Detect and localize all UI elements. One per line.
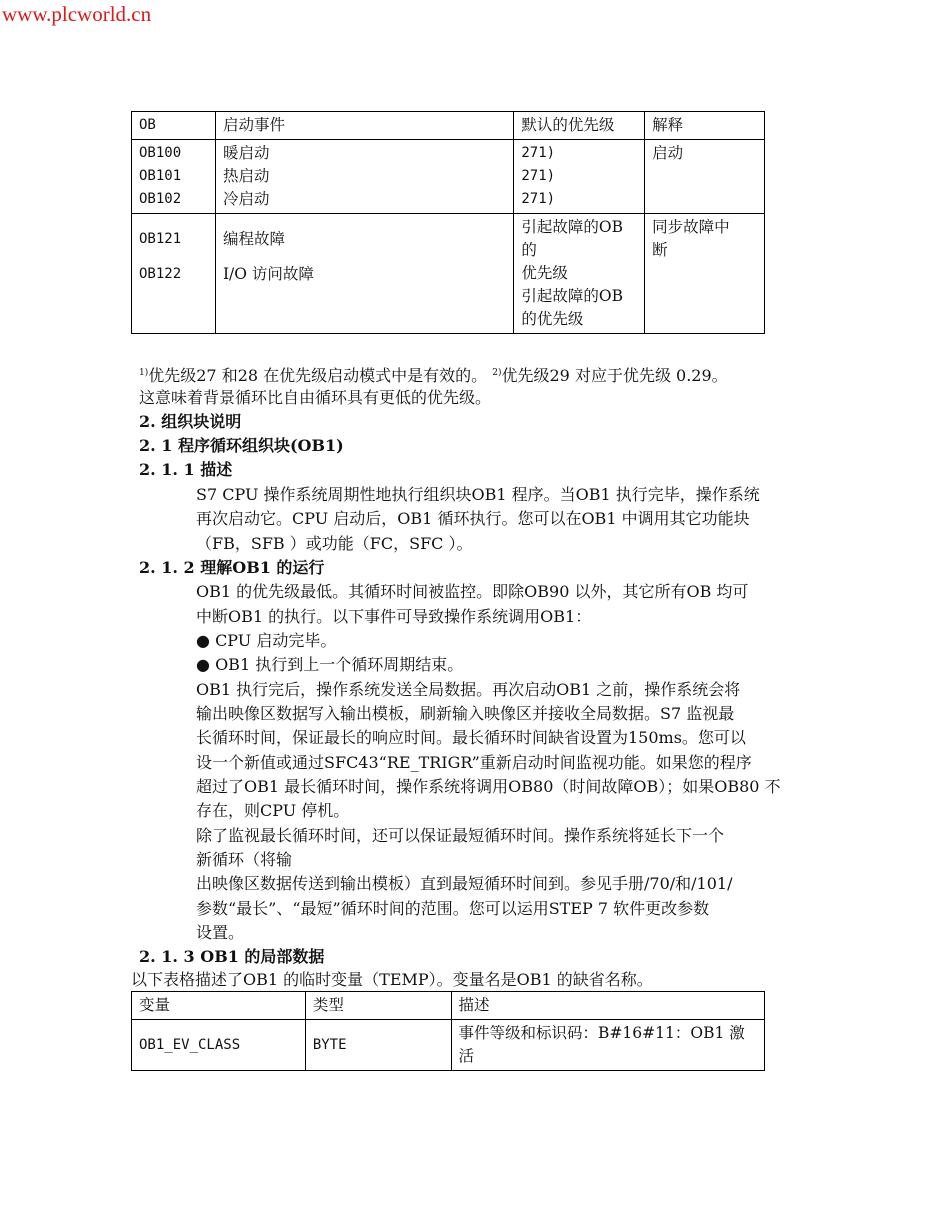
table-header-row: [132, 992, 765, 1020]
priority-cell: [514, 140, 645, 214]
header-start-event: 启动事件: [215, 112, 513, 140]
priority-text: 的优先级: [521, 310, 584, 328]
priority-text: 引起故障的OB: [521, 287, 623, 305]
watermark: www.plcworld.cn: [2, 2, 152, 26]
type-cell: BYTE: [305, 1020, 451, 1071]
header-default-priority: 默认的优先级: [514, 112, 645, 140]
description-text: 活: [458, 1047, 475, 1065]
bullet-text: CPU 启动完毕。: [215, 631, 337, 650]
paragraph-line: 设一个新值或通过SFC43“RE_TRIGR”重新启动时间监视功能。如果您的程序: [196, 753, 752, 772]
table-row: [132, 214, 765, 334]
paragraph-line: 超过了OB1 最长循环时间，操作系统将调用OB80（时间故障OB）；如果OB80 不: [196, 777, 781, 796]
bullet-text: OB1 执行到上一个循环周期结束。: [215, 655, 464, 674]
event-text: 冷启动: [222, 190, 270, 208]
priority-text: 271): [521, 168, 556, 184]
ob-id: OB101: [139, 168, 182, 184]
priority-text: 优先级: [521, 264, 568, 282]
paragraph-line: 以下表格描述了OB1 的临时变量（TEMP）。变量名是OB1 的缺省名称。: [131, 970, 653, 989]
local-data-table: [131, 991, 765, 1071]
header-type: 类型: [305, 992, 451, 1020]
bullet-icon: ●: [196, 655, 210, 674]
priority-text: 的: [521, 241, 537, 259]
bullet-item: [196, 653, 463, 678]
paragraph-line: （FB，SFB ）或功能（FC，SFC ）。: [196, 534, 473, 553]
paragraph-line: OB1 的优先级最低。其循环时间被监控。即除OB90 以外，其它所有OB 均可: [196, 582, 749, 601]
section-heading: 2. 组织块说明: [139, 412, 242, 431]
bullet-item: [196, 629, 336, 654]
priority-text: 271): [521, 191, 556, 207]
header-variable: 变量: [132, 992, 306, 1020]
paragraph-line: 参数“最长”、“最短”循环时间的范围。您可以运用STEP 7 软件更改参数: [196, 899, 710, 918]
variable-name-cell: OB1_EV_CLASS: [132, 1020, 306, 1071]
note-text: 启动: [652, 144, 684, 162]
section-heading: 2. 1. 1 描述: [139, 460, 233, 479]
table-row: [132, 1020, 765, 1071]
note-cell: [645, 140, 765, 214]
bullet-icon: ●: [196, 631, 210, 650]
paragraph-line: 除了监视最长循环时间，还可以保证最短循环时间。操作系统将延长下一个: [196, 826, 725, 845]
paragraph-line: 输出映像区数据写入输出模板，刷新输入映像区并接收全局数据。S7 监视最: [196, 704, 735, 723]
footnote-text: 优先级27 和28 在优先级启动模式中是有效的。: [148, 366, 488, 385]
paragraph-line: OB1 执行完后，操作系统发送全局数据。再次启动OB1 之前，操作系统会将: [196, 680, 741, 699]
priority-text: 271): [521, 145, 556, 161]
description-cell: [451, 1020, 764, 1071]
ob-id: OB122: [139, 266, 182, 282]
note-text: 同步故障中: [652, 218, 730, 236]
event-text: I/O 访问故障: [222, 265, 314, 283]
section-heading: 2. 1. 3 OB1 的局部数据: [139, 947, 325, 966]
header-description: 描述: [451, 992, 764, 1020]
priority-text: 引起故障的OB: [521, 218, 623, 236]
paragraph-line: 中断OB1 的执行。以下事件可导致操作系统调用OB1：: [196, 607, 592, 626]
table-row: [132, 140, 765, 214]
paragraph-line: 再次启动它。CPU 启动后，OB1 循环执行。您可以在OB1 中调用其它功能块: [196, 509, 750, 528]
ob-id: OB102: [139, 191, 182, 207]
ob-cell: [132, 140, 216, 214]
event-cell: [215, 140, 513, 214]
paragraph-line: S7 CPU 操作系统周期性地执行组织块OB1 程序。当OB1 执行完毕，操作系统: [196, 485, 760, 504]
header-explanation: 解释: [645, 112, 765, 140]
paragraph-line: 新循环（将输: [196, 850, 293, 869]
footnote-line-1: [139, 361, 728, 389]
note-cell: [645, 214, 765, 334]
footnote-marker: 1): [139, 368, 149, 378]
description-text: 事件等级和标识码：B#16#11：OB1 激: [458, 1024, 745, 1042]
section-heading: 2. 1. 2 理解OB1 的运行: [139, 558, 325, 577]
priority-cell: [514, 214, 645, 334]
event-text: 编程故障: [222, 230, 285, 248]
table-header-row: [132, 112, 765, 140]
paragraph-line: 出映像区数据传送到输出模板）直到最短循环时间到。参见手册/70/和/101/: [196, 874, 733, 893]
header-ob: OB: [132, 112, 216, 140]
event-cell: [215, 214, 513, 334]
note-text: 断: [652, 241, 668, 259]
paragraph-line: 设置。: [196, 923, 245, 942]
ob-priority-table: [131, 111, 765, 334]
event-text: 暖启动: [222, 144, 270, 162]
ob-cell: [132, 214, 216, 334]
paragraph-line: 长循环时间，保证最长的响应时间。最长循环时间缺省设置为150ms。您可以: [196, 728, 746, 747]
ob-id: OB100: [139, 145, 182, 161]
ob-id: OB121: [139, 231, 182, 247]
paragraph-line: 存在，则CPU 停机。: [196, 801, 350, 820]
section-heading: 2. 1 程序循环组织块(OB1): [139, 436, 344, 455]
footnote-text: 优先级29 对应于优先级 0.29。: [501, 366, 728, 385]
footnote-marker: 2): [492, 368, 502, 378]
footnote-line-2: 这意味着背景循环比自由循环具有更低的优先级。: [139, 388, 492, 407]
event-text: 热启动: [222, 167, 270, 185]
